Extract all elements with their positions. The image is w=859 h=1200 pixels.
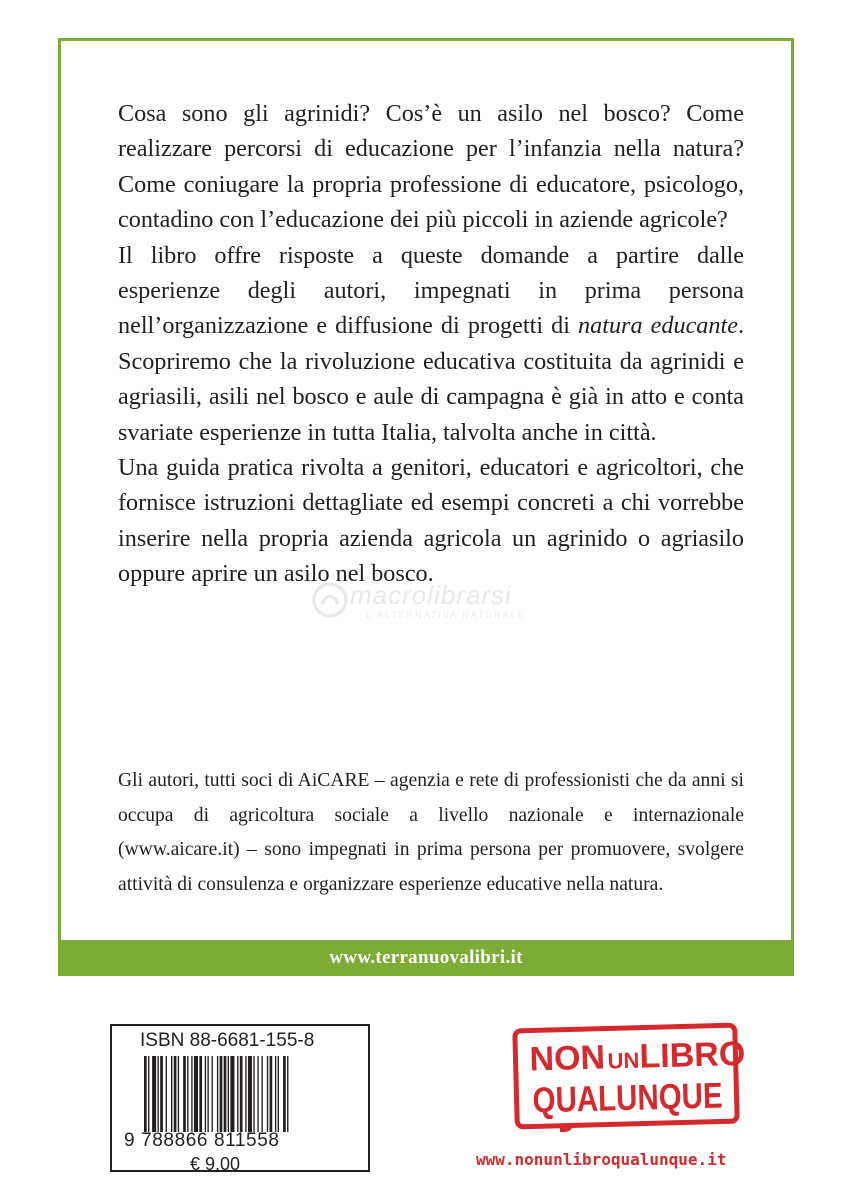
barcode-bar [183,1056,186,1132]
paragraph-guide: Una guida pratica rivolta a genitori, educatori e agricoltori, che fornisce istruzioni dettagliate ed esempi concreti a chi vorrebbe inserire nella propria azienda agricola un agrinido o agriasilo oppure aprire un asilo nel bosco. [118,454,744,588]
ean-right-group: 811558 [213,1130,280,1151]
paragraph-book-a: Il libro offre risposte a queste domande a partire dalle esperienze degli autori, impegnati in prima persona nell’organizzazione e diffusione di progetti di [118,241,744,340]
ean-left-group: 788866 [141,1130,209,1151]
stamp-libro: LIBRO [639,1034,746,1076]
watermark-text: macrolibrarsi [350,580,512,610]
barcode-bar [261,1056,262,1132]
ean-number [124,1130,280,1152]
barcode-bar [212,1056,213,1132]
price: € 9,00 [190,1154,241,1174]
barcode-bar [220,1056,223,1132]
stamp-un: UN [607,1047,640,1074]
barcode-bar [270,1056,273,1132]
barcode-bar [237,1056,238,1132]
barcode-bar [224,1056,227,1132]
barcode-bar [257,1056,258,1132]
barcode-bar [144,1056,147,1132]
barcode-icon [144,1056,340,1132]
website-link[interactable]: www.terranuovalibri.it [329,947,523,968]
stamp-qualunque: QUALUNQUE [532,1073,766,1121]
barcode-bar [207,1056,208,1132]
barcode-bar [253,1056,254,1132]
paragraph-questions: Cosa sono gli agrinidi? Cos’è un asilo nel bosco? Come realizzare percorsi di educazione per l’infanzia nella natura? Come coniugare la propria professione di educatore, psicologo, contadino con l’educazione dei più piccoli in aziende agricole? [118,100,744,234]
barcode-bar [158,1056,159,1132]
barcode-bar [187,1056,188,1132]
barcode-bar [228,1056,229,1132]
website-bar[interactable] [58,940,794,976]
barcode-bar [199,1056,202,1132]
stamp-website-link[interactable]: www.nonunlibroqualunque.it [476,1150,727,1169]
barcode-bar [267,1056,268,1132]
ean-first-digit: 9 [124,1130,136,1151]
paragraph-book-italic: natura educante [578,312,738,340]
authors-text: Gli autori, tutti soci di AiCARE – agenzia e rete di professionisti che da anni si occupa di agricoltura sociale a livello nazionale e internazionale (www.aicare.it) – sono impegnati in prima persona per promuovere, svolgere attività di consulenza e organizzare esperienze educative nella natura. [118,770,744,895]
barcode-bar [287,1056,288,1132]
barcode-bar [174,1056,177,1132]
paragraph-book [118,238,744,450]
barcode-bar [171,1056,172,1132]
description-text [118,96,744,592]
barcode-bar [278,1056,279,1132]
barcode-bar [283,1056,286,1132]
watermark-logo-icon [310,580,350,620]
barcode-bar [191,1056,192,1132]
stamp-non: NON [529,1038,606,1079]
barcode-bar [178,1056,179,1132]
paragraph-book-b: . Scopriremo che la rivoluzione educativa costituita da agrinidi e agriasili, asili nel bosco e aule di campagna è già in atto e conta svariate esperienze in tutta Italia, talvolta anche in città. [118,312,744,446]
barcode-bar [194,1056,198,1132]
isbn-label: ISBN 88-6681-155-8 [140,1030,315,1051]
barcode-bar [148,1056,149,1132]
barcode-bar [240,1056,243,1132]
barcode-bar [205,1056,206,1132]
barcode-bar [166,1056,167,1132]
barcode-bar [230,1056,234,1132]
barcode-bar [245,1056,246,1132]
barcode-bar [248,1056,252,1132]
barcode-bar [275,1056,276,1132]
barcode-bar [152,1056,156,1132]
barcode-bar [217,1056,218,1132]
watermark-subtext: L'ALTERNATIVA NATURALE [366,610,526,620]
barcode-bar [160,1056,163,1132]
non-un-libro-qualunque-stamp [512,1024,766,1132]
